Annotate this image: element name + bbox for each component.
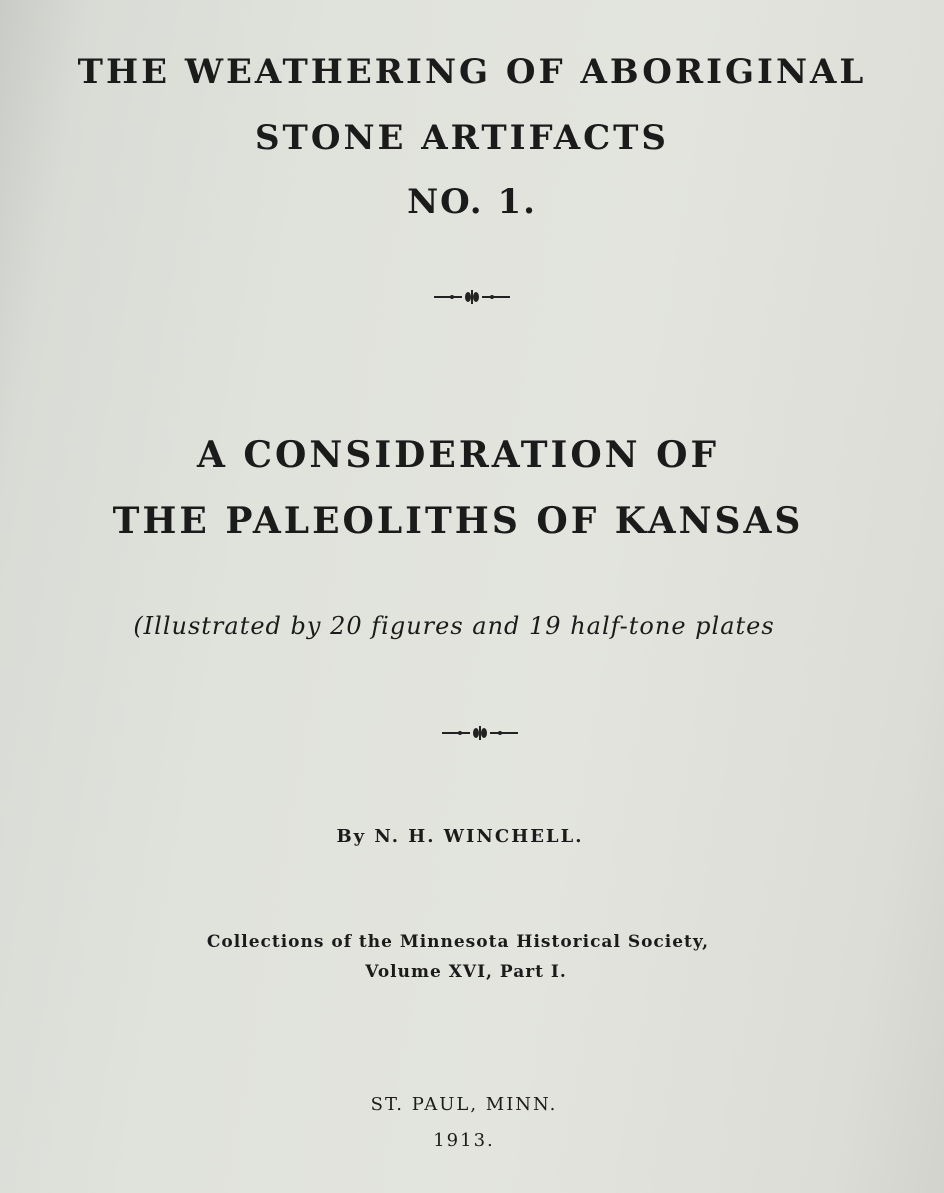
imprint-place: ST. PAUL, MINN. <box>370 1094 558 1115</box>
title-line-3: NO. 1. <box>407 182 537 222</box>
imprint-year: 1913. <box>433 1130 495 1151</box>
title-line-2: STONE ARTIFACTS <box>255 118 669 158</box>
author-line: By N. H. WINCHELL. <box>336 826 584 847</box>
ornament-divider-icon <box>0 288 944 310</box>
subtitle-line-2: THE PALEOLITHS OF KANSAS <box>112 500 804 542</box>
collection-line-2: Volume XVI, Part I. <box>365 962 567 982</box>
ornament-divider-icon <box>8 724 944 746</box>
illustration-note: (Illustrated by 20 figures and 19 half-tone plates <box>133 612 775 640</box>
title-line-1: THE WEATHERING OF ABORIGINAL <box>77 52 867 92</box>
subtitle-line-1: A CONSIDERATION OF <box>196 434 720 476</box>
collection-line-1: Collections of the Minnesota Historical Society, <box>206 932 710 952</box>
